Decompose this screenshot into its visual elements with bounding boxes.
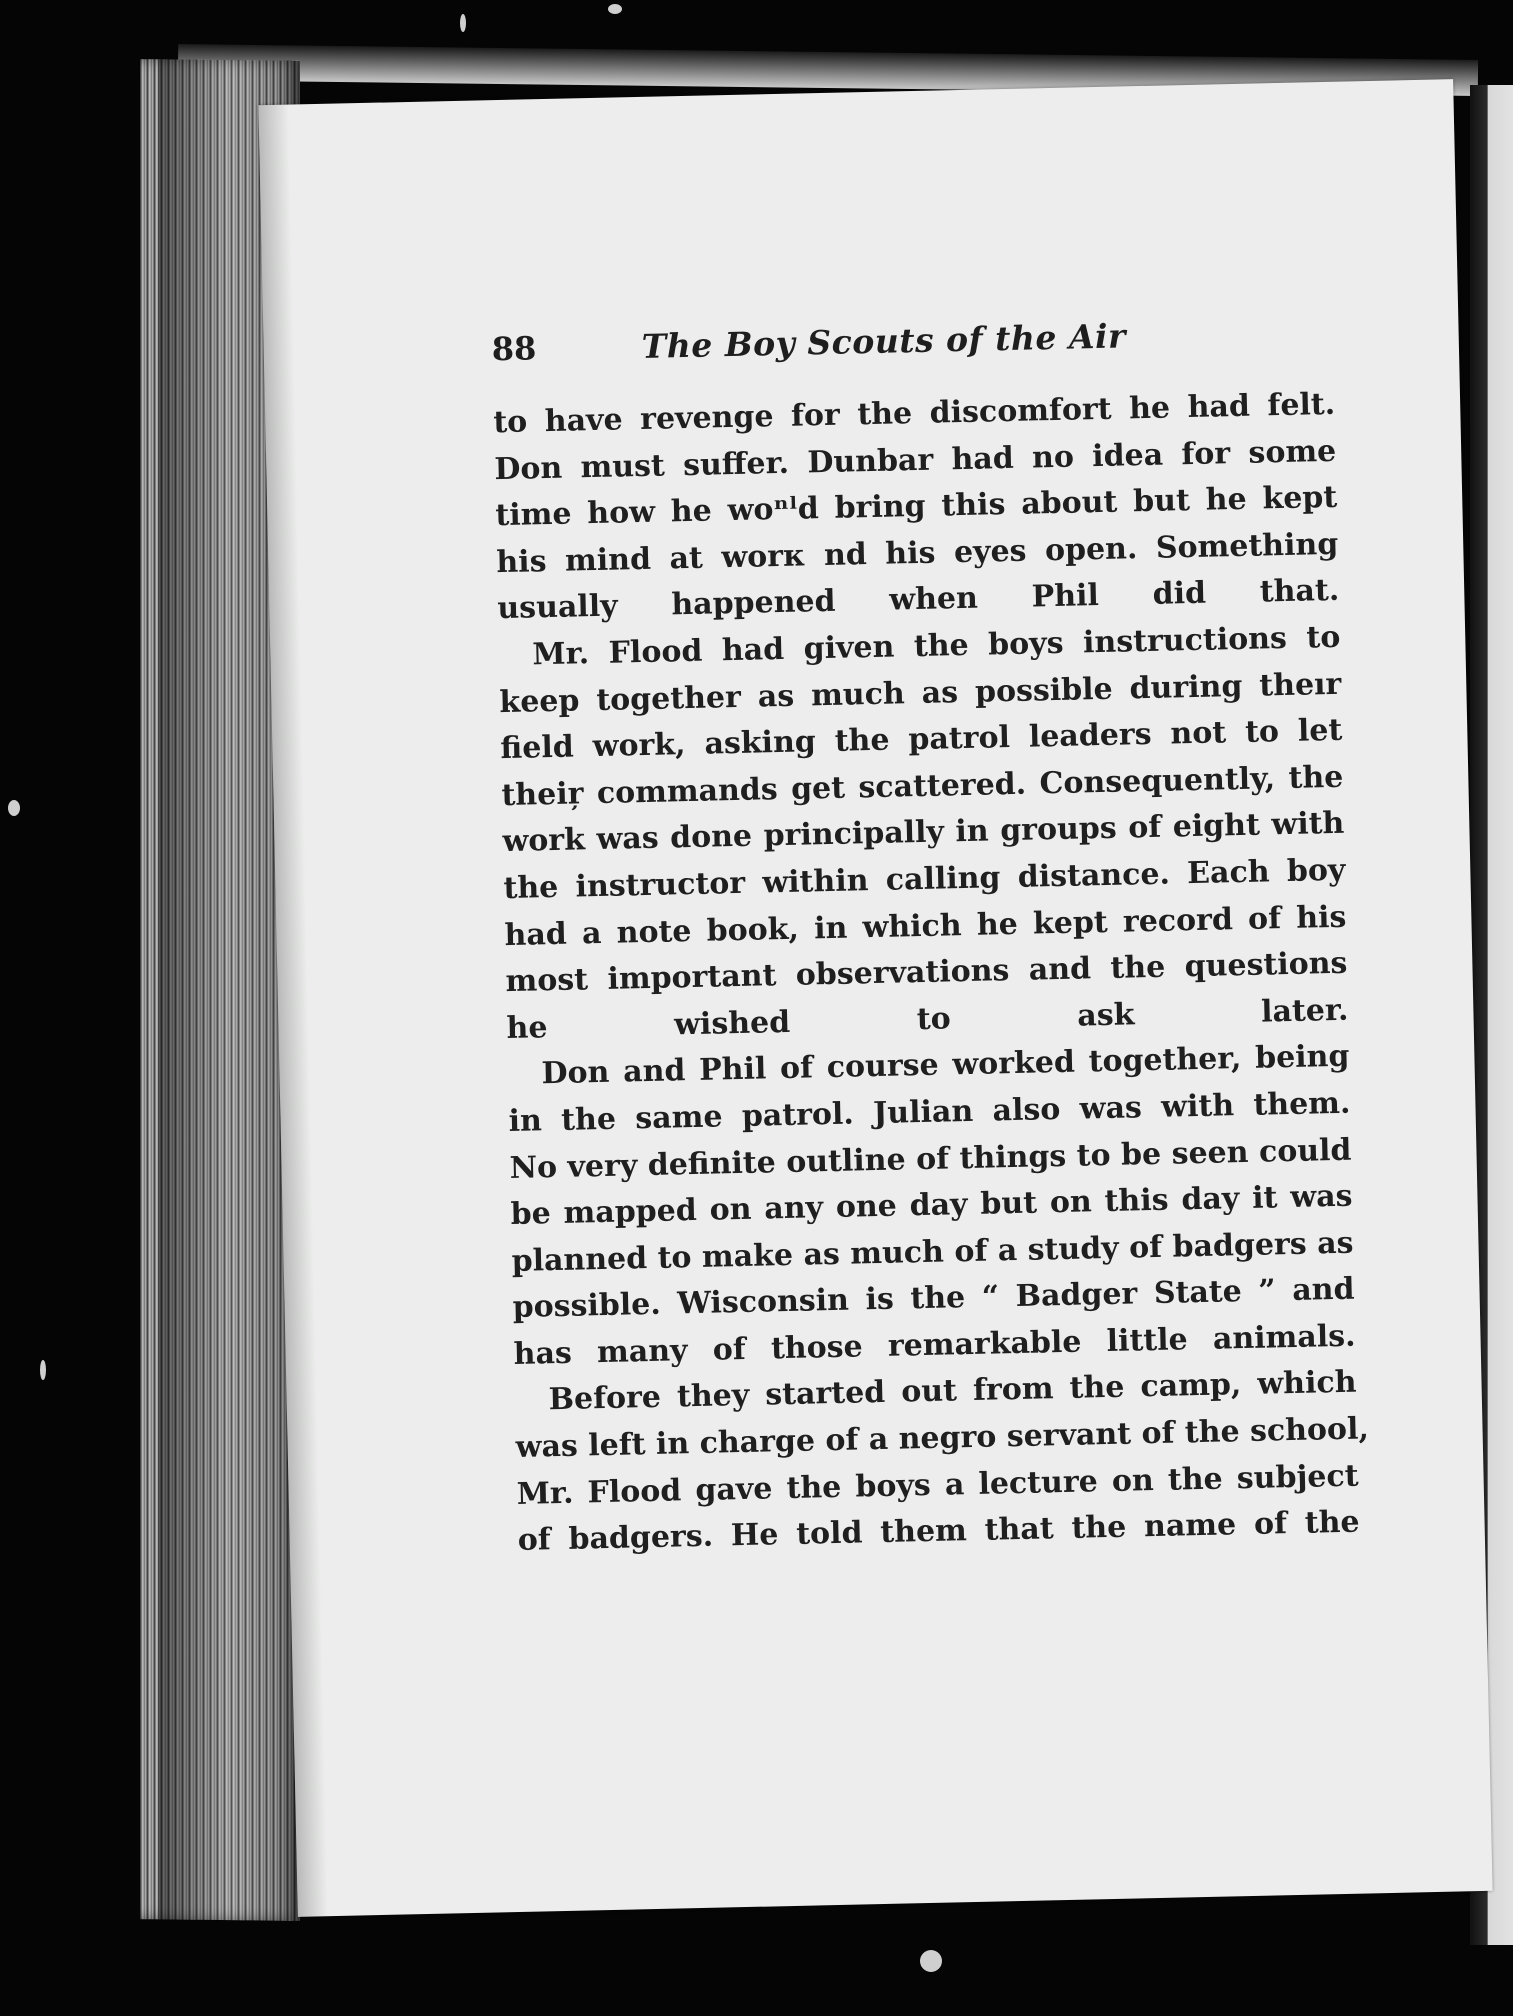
text-line: Before they started out from the camp, which bbox=[548, 1365, 1357, 1418]
text-line: No very definite outline of things to be seen could bbox=[509, 1132, 1352, 1186]
text-line: he wished to ask later. bbox=[506, 992, 1349, 1046]
text-line: field work, asking the patrol leaders not to let bbox=[500, 712, 1343, 767]
dust-speck bbox=[40, 1360, 46, 1380]
running-title: The Boy Scouts of the Air bbox=[641, 316, 1127, 366]
text-line: work was done principally in groups of eight with bbox=[502, 806, 1345, 860]
paragraph bbox=[514, 1360, 1370, 1565]
text-line: planned to make as much of a study of badgers as bbox=[511, 1225, 1354, 1279]
dust-speck bbox=[8, 800, 20, 816]
dust-speck bbox=[920, 1950, 942, 1972]
text-line: of badgers. He told them that the name of the bbox=[517, 1504, 1360, 1559]
text-line: most important observations and the questions bbox=[505, 945, 1348, 1000]
text-line: had a note book, in which he kept record of his bbox=[504, 899, 1347, 953]
text-line: has many of those remarkable little animals. bbox=[513, 1318, 1356, 1372]
text-line: possible. Wisconsin is the “ Badger State ” and bbox=[512, 1271, 1355, 1326]
text-line: was left in charge of a negro servant of the school, bbox=[515, 1411, 1370, 1466]
text-line: to have revenge for the discomfort he had felt. bbox=[492, 386, 1336, 441]
text-line: his mind at worκ nd his eyes open. Something bbox=[496, 526, 1339, 580]
text-line: Don and Phil of course worked together, being bbox=[541, 1038, 1350, 1092]
text-line: usually happened when Phil did that. bbox=[497, 573, 1340, 627]
dust-speck bbox=[608, 4, 622, 14]
text-line: time how he woⁿˡd bring this about but he kept bbox=[495, 480, 1338, 534]
page-header bbox=[491, 313, 1272, 380]
dust-speck bbox=[460, 14, 466, 32]
body-text bbox=[492, 382, 1370, 1565]
text-line: Mr. Flood gave the boys a lecture on the subject bbox=[516, 1458, 1359, 1512]
text-line: theiŗ commands get scattered. Consequently, the bbox=[501, 759, 1344, 813]
text-line: Don must suffer. Dunbar had no idea for some bbox=[493, 433, 1337, 487]
paragraph bbox=[507, 1034, 1356, 1378]
page-number: 88 bbox=[491, 329, 537, 369]
text-line: the instructor within calling distance. Each boy bbox=[503, 852, 1346, 907]
paragraph bbox=[493, 382, 1340, 633]
text-line: keep together as much as possible during theır bbox=[499, 666, 1342, 720]
book-page bbox=[258, 79, 1492, 1917]
text-line: be mapped on any one day but on this day it was bbox=[510, 1178, 1353, 1233]
text-line: in the same patrol. Julian also was with them. bbox=[508, 1085, 1351, 1139]
paragraph bbox=[498, 615, 1349, 1053]
text-line: Mr. Flood had given the boys instructions to bbox=[532, 619, 1341, 673]
